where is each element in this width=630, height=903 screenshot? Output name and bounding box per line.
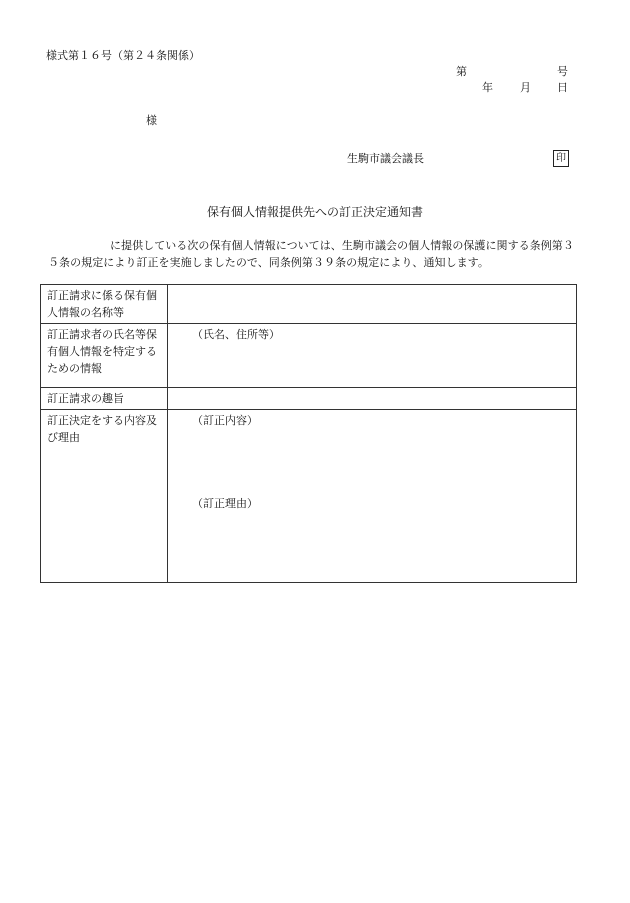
document-number-suffix: 号 (557, 65, 568, 78)
row-value (168, 324, 577, 388)
date-day: 日 (557, 81, 568, 94)
table-row (41, 324, 577, 388)
date-month: 月 (520, 81, 531, 94)
row-value (168, 410, 577, 583)
row-value (168, 285, 577, 324)
info-table (40, 284, 577, 583)
document-title: 保有個人情報提供先への訂正決定通知書 (206, 205, 423, 219)
correction-reason-note: （訂正理由） (192, 497, 258, 511)
document-number (456, 64, 568, 80)
date-year: 年 (482, 81, 493, 94)
row-note: （氏名、住所等） (192, 328, 280, 342)
row-label: 訂正請求の趣旨 (41, 388, 168, 410)
table-row (41, 285, 577, 324)
document-number-prefix: 第 (456, 65, 467, 78)
addressee: 様 (146, 114, 157, 127)
table-row (41, 410, 577, 583)
form-number: 様式第１６号（第２４条関係） (46, 49, 200, 62)
row-label: 訂正決定をする内容及び理由 (41, 410, 168, 583)
document-date (482, 80, 568, 96)
row-value (168, 388, 577, 410)
seal-mark: 印 (553, 150, 569, 167)
row-label: 訂正請求者の氏名等保有個人情報を特定するための情報 (41, 324, 168, 388)
sender-title: 生駒市議会議長 (347, 152, 424, 165)
row-label: 訂正請求に係る保有個人情報の名称等 (41, 285, 168, 324)
table-row (41, 388, 577, 410)
correction-content-note: （訂正内容） (192, 414, 258, 428)
body-text: に提供している次の保有個人情報については、生駒市議会の個人情報の保護に関する条例第３５条の規定により訂正を実施しましたので、同条例第３９条の規定により、通知します。 (48, 239, 574, 269)
